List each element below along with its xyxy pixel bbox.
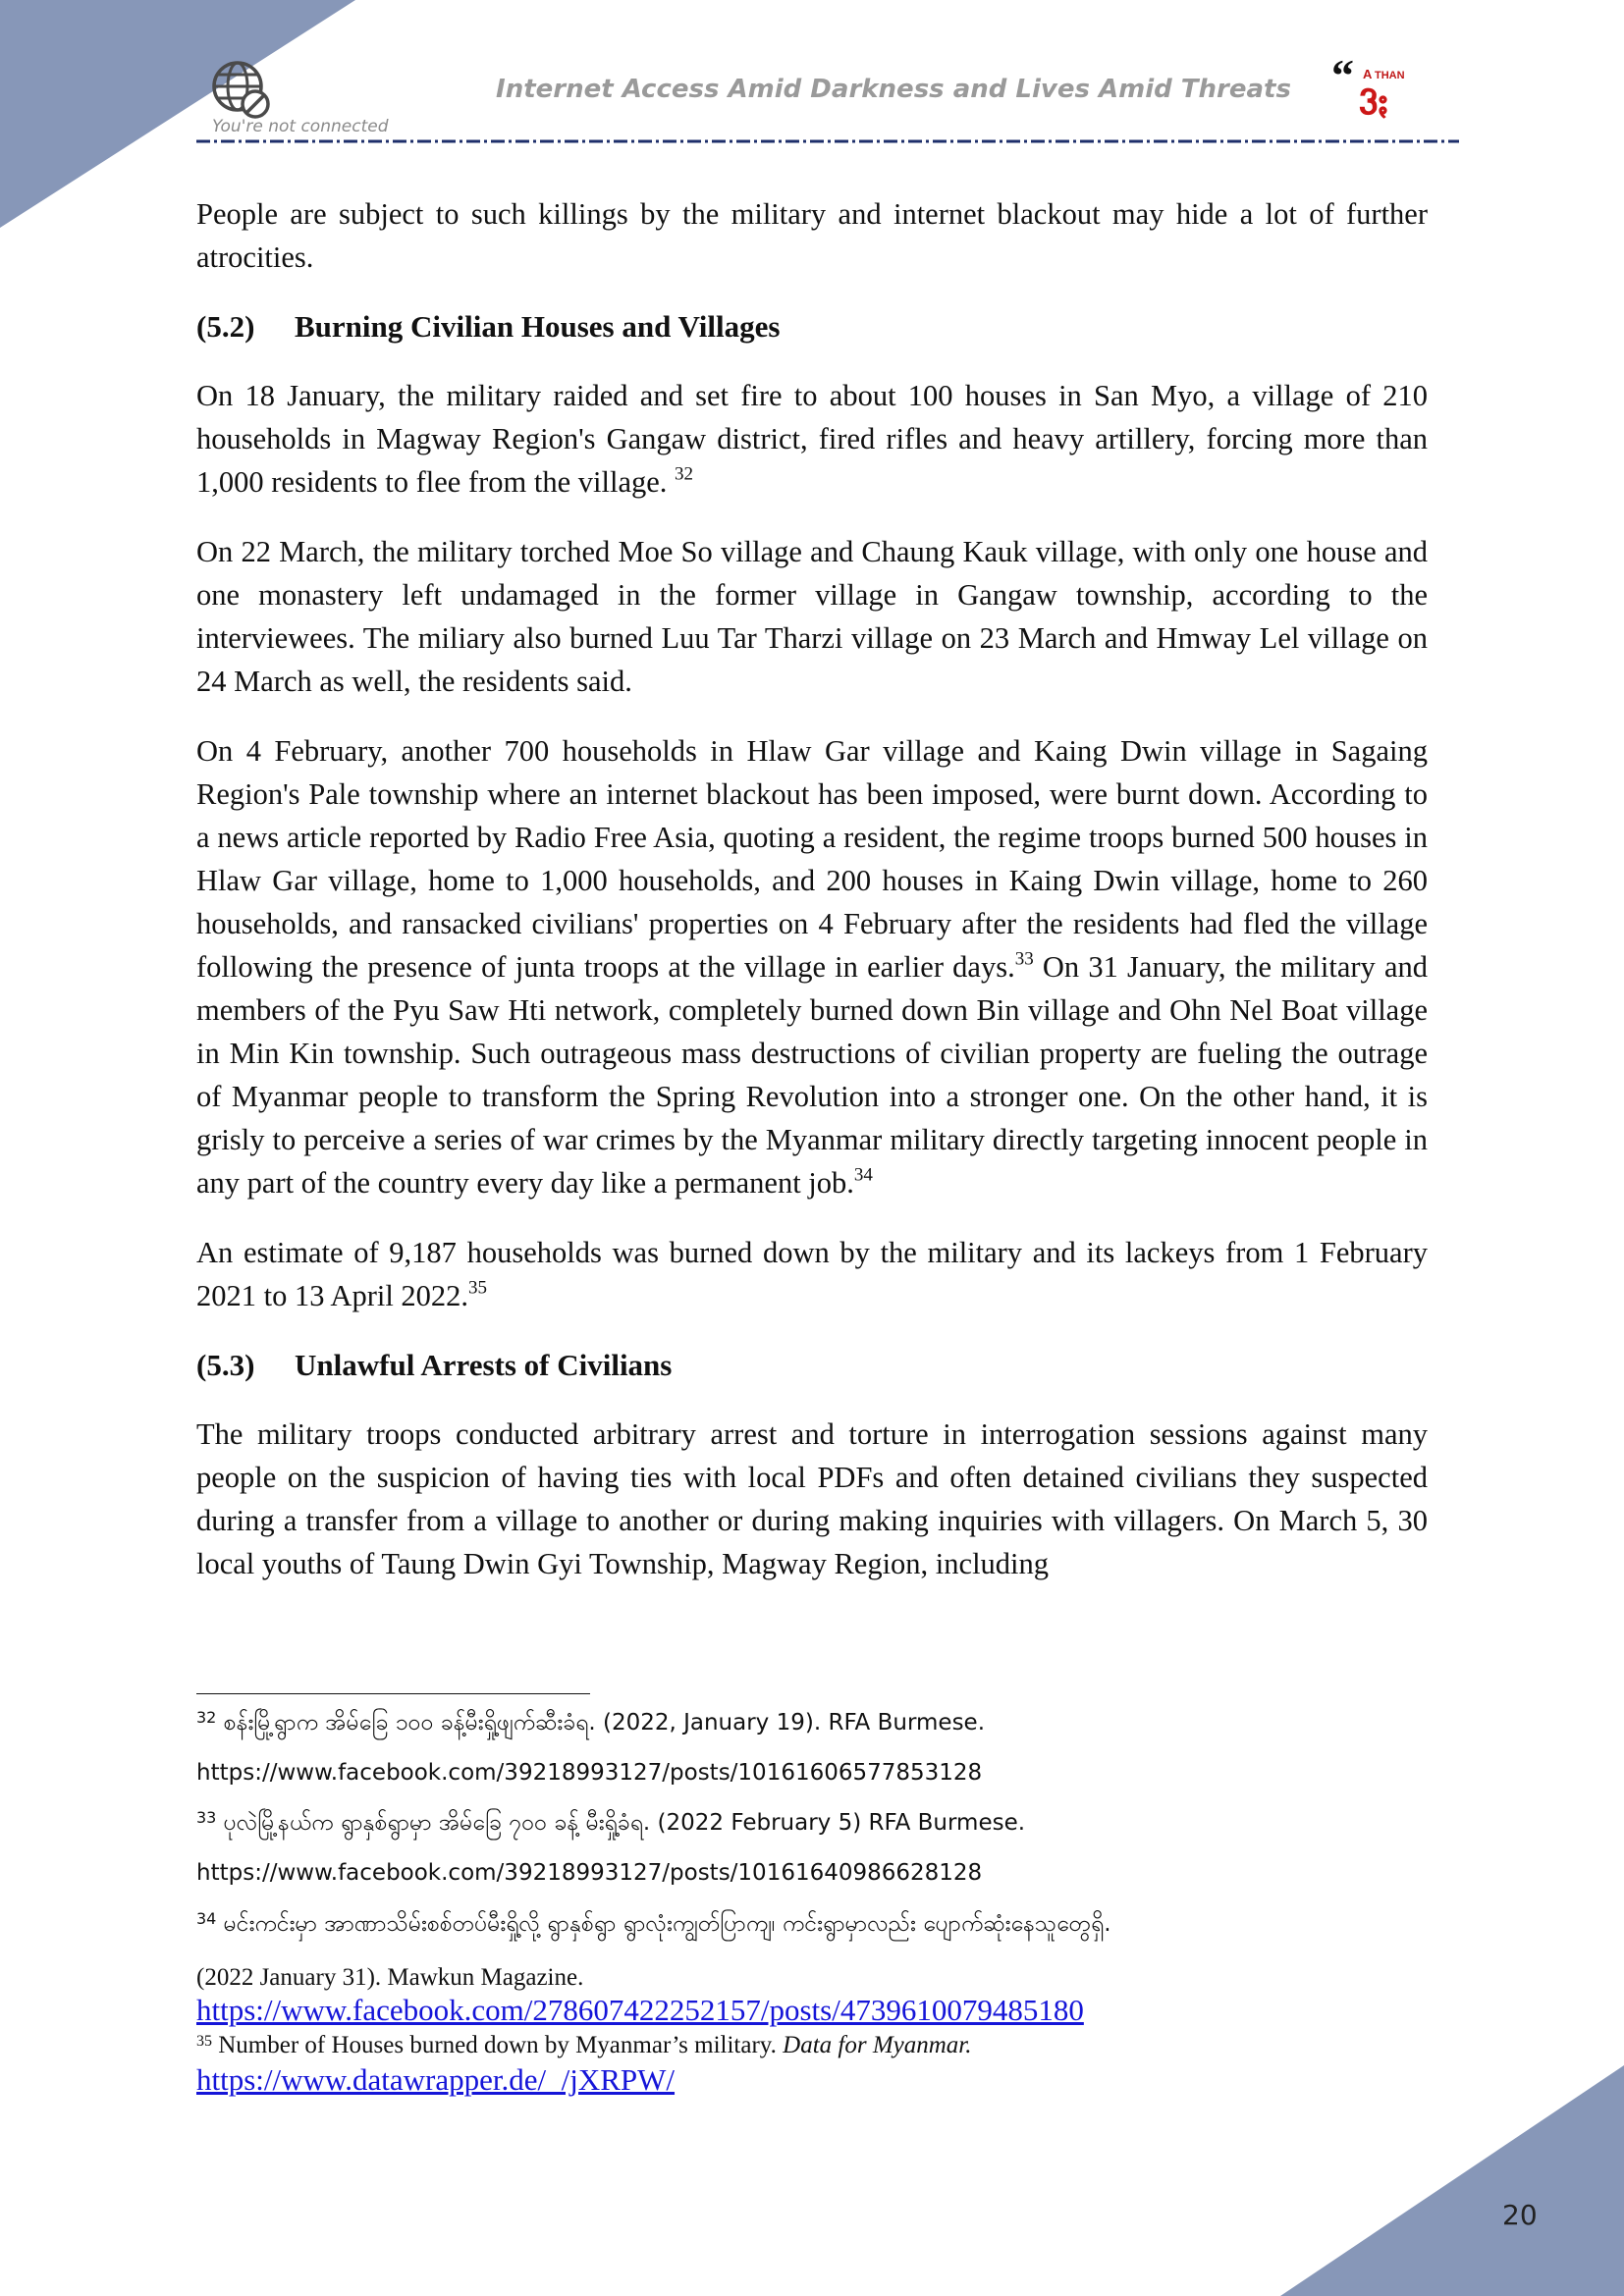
corner-decoration-bottom-right — [1280, 2065, 1624, 2296]
svg-text:3ႏ: 3ႏ — [1359, 79, 1388, 122]
footnote-33-url: https://www.facebook.com/39218993127/posts/10161640986628128 — [196, 1860, 983, 1886]
paragraph: On 18 January, the military raided and set fire to about 100 houses in San Myo, a village of 210 households in Magway Region's Gangaw district, fired rifles and heavy artillery, forcing more than 1,000 residents to flee from the village. $^{32}$ — [196, 379, 1428, 499]
paragraph: The military troops conducted arbitrary arrest and torture in interrogation sessions against many people on the suspicion of having ties with local PDFs and often detained civilians they suspected during a transfer from a village to another or during making inquiries with villagers. On March 5, 30 local youths of Taung Dwin Gyi Township, Magway Region, including — [196, 1417, 1428, 1580]
athan-logo — [1329, 57, 1447, 122]
footnote-ref[interactable]: 34 — [853, 1164, 873, 1186]
svg-text:THAN: THAN — [1375, 70, 1405, 81]
section-heading-5-2 — [196, 305, 1428, 348]
footnote-33-citation: $^{33}$ ပုလဲမြို့နယ်က ရွာနှစ်ရွာမှာ အိမ်ခြေ ၇၀၀ ခန့် မီးရှို့ခံရ. (2022 February 5) RFA Burmese. — [196, 1807, 1026, 1836]
section-title: Unlawful Arrests of Civilians — [295, 1348, 673, 1382]
footnote-35-citation: $^{35}$ Number of Houses burned down by Myanmar’s military. Data for Myanmar. — [196, 2032, 972, 2058]
footnote-35-link[interactable]: https://www.datawrapper.de/_/jXRPW/ — [196, 2062, 676, 2097]
footnote-separator — [196, 1693, 590, 1694]
footnote-34-citation: $^{34}$ မင်းကင်းမှာ အာဏာသိမ်းစစ်တပ်မီးရှို့လို့ ရွာနှစ်ရွာ ရွာလုံးကျွတ်ပြာကျ၊ ကင်းရွာမှာလည်း ပျောက်ဆုံးနေသူတွေရှိ. — [196, 1908, 1111, 1937]
footnote-ref[interactable]: 35 — [468, 1277, 488, 1299]
document-header-title: Internet Access Amid Darkness and Lives Amid Threats — [496, 75, 1291, 104]
footnote-34-source: (2022 January 31). Mawkun Magazine. — [196, 1964, 584, 1991]
footnote-34-link[interactable]: https://www.facebook.com/278607422252157/posts/4739610079485180 — [196, 1993, 1084, 2027]
paragraph: On 22 March, the military torched Moe So village and Chaung Kauk village, with only one house and one monastery left undamaged in the former village in Gangaw township, according to the interviewees. The miliary also burned Luu Tar Tharzi village on 23 March and Hmway Lel village on 24 March as well, the residents said. — [196, 535, 1428, 698]
footnote-32-url: https://www.facebook.com/39218993127/posts/10161606577853128 — [196, 1760, 983, 1786]
section-number: (5.3) — [196, 1348, 255, 1382]
footnote-32-citation: $^{32}$ စန်းမြို့ရွာက အိမ်ခြေ ၁၀၀ ခန့်မီးရှို့ဖျက်ဆီးခံရ. (2022, January 19). RFA Burmese. — [196, 1707, 986, 1735]
svg-text:“: “ — [1331, 57, 1354, 100]
connection-status: You're not connected — [212, 117, 389, 136]
paragraph: An estimate of 9,187 households was burned down by the military and its lackeys from 1 February 2021 to 13 April 2022.35 — [196, 1236, 1428, 1312]
intro-paragraph: People are subject to such killings by the military and internet blackout may hide a lot of further atrocities. — [196, 197, 1428, 274]
globe-disconnected-icon — [210, 59, 273, 122]
page-number: 20 — [1502, 2199, 1538, 2231]
svg-text:A: A — [1363, 67, 1373, 81]
header-divider — [196, 138, 1459, 144]
page-body — [196, 192, 1428, 1612]
section-heading-5-3 — [196, 1344, 1428, 1387]
section-number: (5.2) — [196, 309, 255, 344]
paragraph: On 4 February, another 700 households in Hlaw Gar village and Kaing Dwin village in Sagaing Region's Pale township where an internet blackout has been imposed, were burnt down. According to a news article reported by Radio Free Asia, quoting a resident, the regime troops burned 500 houses in Hlaw Gar village, home to 1,000 households, and 200 houses in Kaing Dwin village, home to 260 households, and ransacked civilians' properties on 4 February after the residents had fled the village following the presence of junta troops at the village in earlier days.$^{33}$ On 31 January, the military and members of the Pyu Saw Hti network, completely burned down Bin village and Ohn Nel Boat village in Min Kin township. Such outrageous mass destructions of civilian property are fueling the outrage of Myanmar people to transform the Spring Revolution into a stronger one. On the other hand, it is grisly to perceive a series of war crimes by the Myanmar military directly targeting innocent people in any part of the country every day like a permanent job.$^{34}$ — [196, 734, 1428, 1200]
footnote-ref[interactable]: 33 — [1014, 948, 1034, 970]
footnote-ref[interactable]: 32 — [675, 463, 694, 485]
section-title: Burning Civilian Houses and Villages — [295, 309, 781, 344]
